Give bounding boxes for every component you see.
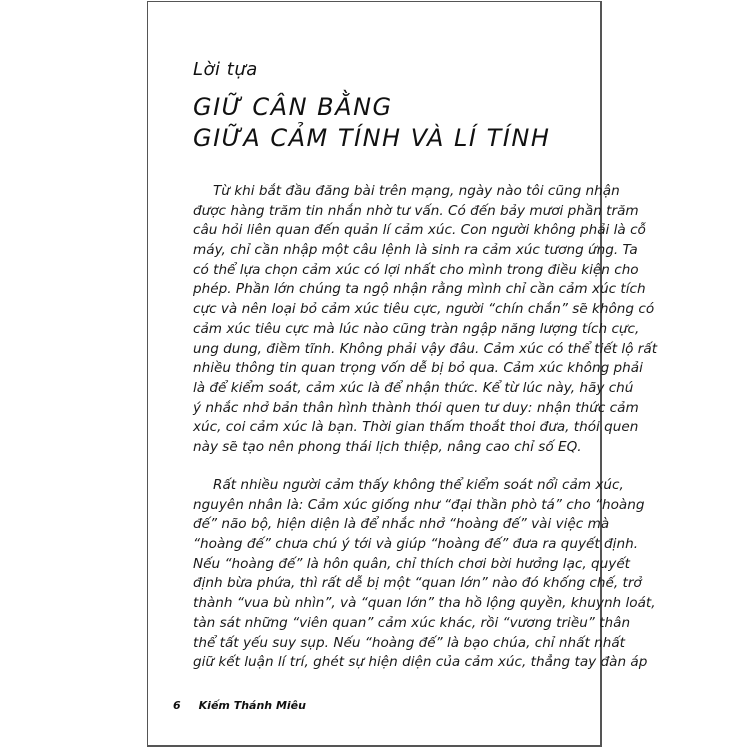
chapter-title bbox=[193, 92, 550, 154]
text-line: thể tất yếu suy sụp. Nếu “hoàng đế” là bạo chúa, chỉ nhất nhất bbox=[193, 634, 626, 651]
text-line: Từ khi bắt đầu đăng bài trên mạng, ngày nào tôi cũng nhận bbox=[213, 183, 620, 199]
text-line: này sẽ tạo nên phong thái lịch thiệp, nâng cao chỉ số EQ. bbox=[193, 438, 582, 455]
text-line: đế” não bộ, hiện diện là để nhắc nhở “hoàng đế” vài việc mà bbox=[193, 516, 610, 533]
page-footer bbox=[173, 699, 324, 712]
text-line: có thể lựa chọn cảm xúc có lợi nhất cho mình trong điều kiện cho bbox=[193, 261, 639, 278]
text-line: “hoàng đế” chưa chú ý tới và giúp “hoàng đế” đưa ra quyết định. bbox=[193, 536, 639, 553]
text-line: giữ kết luận lí trí, ghét sự hiện diện của cảm xúc, thẳng tay đàn áp bbox=[193, 654, 648, 671]
paragraph-1 bbox=[193, 182, 658, 458]
title-line: GIỮA CẢM TÍNH VÀ LÍ TÍNH bbox=[193, 124, 551, 152]
section-kicker: Lời tựa bbox=[193, 59, 258, 80]
paragraph-2 bbox=[193, 476, 656, 673]
text-line: ung dung, điềm tĩnh. Không phải vậy đâu. Cảm xúc có thể tiết lộ rất bbox=[193, 340, 658, 357]
text-line: thành “vua bù nhìn”, và “quan lớn” tha hồ lộng quyền, khuynh loát, bbox=[193, 595, 656, 612]
text-line: định bừa phứa, thì rất dễ bị một “quan lớn” nào đó khống chế, trở bbox=[193, 575, 642, 592]
text-line: Nếu “hoàng đế” là hôn quân, chỉ thích chơi bời hưởng lạc, quyết bbox=[193, 555, 631, 572]
running-author: Kiếm Thánh Miêu bbox=[198, 699, 306, 712]
text-line: Rất nhiều người cảm thấy không thể kiểm soát nổi cảm xúc, bbox=[213, 477, 624, 493]
text-line: máy, chỉ cần nhập một câu lệnh là sinh ra cảm xúc tương ứng. Ta bbox=[193, 242, 638, 259]
text-line: tàn sát những “viên quan” cảm xúc khác, rồi “vương triều” thân bbox=[193, 614, 631, 631]
text-line: xúc, coi cảm xúc là bạn. Thời gian thấm thoắt thoi đưa, thói quen bbox=[193, 419, 639, 436]
text-line: ý nhắc nhở bản thân hình thành thói quen tư duy: nhận thức cảm bbox=[193, 399, 639, 416]
text-line: cảm xúc tiêu cực mà lúc nào cũng tràn ngập năng lượng tích cực, bbox=[193, 320, 640, 337]
page-number: 6 bbox=[173, 699, 181, 712]
book-page bbox=[147, 1, 658, 747]
title-line: GIỮ CÂN BẰNG bbox=[193, 93, 393, 121]
text-line: cực và nên loại bỏ cảm xúc tiêu cực, người “chín chắn” sẽ không có bbox=[193, 301, 655, 318]
text-line: là để kiểm soát, cảm xúc là để nhận thức. Kể từ lúc này, hãy chú bbox=[193, 379, 634, 396]
text-line: được hàng trăm tin nhắn nhờ tư vấn. Có đến bảy mươi phần trăm bbox=[193, 202, 639, 219]
text-line: câu hỏi liên quan đến quản lí cảm xúc. Con người không phải là cỗ bbox=[193, 222, 646, 239]
text-line: nhiều thông tin quan trọng vốn dễ bị bỏ qua. Cảm xúc không phải bbox=[193, 360, 643, 377]
text-line: phép. Phần lớn chúng ta ngộ nhận rằng mình chỉ cần cảm xúc tích bbox=[193, 281, 646, 298]
text-line: nguyên nhân là: Cảm xúc giống như “đại thần phò tá” cho “hoàng bbox=[193, 496, 645, 513]
